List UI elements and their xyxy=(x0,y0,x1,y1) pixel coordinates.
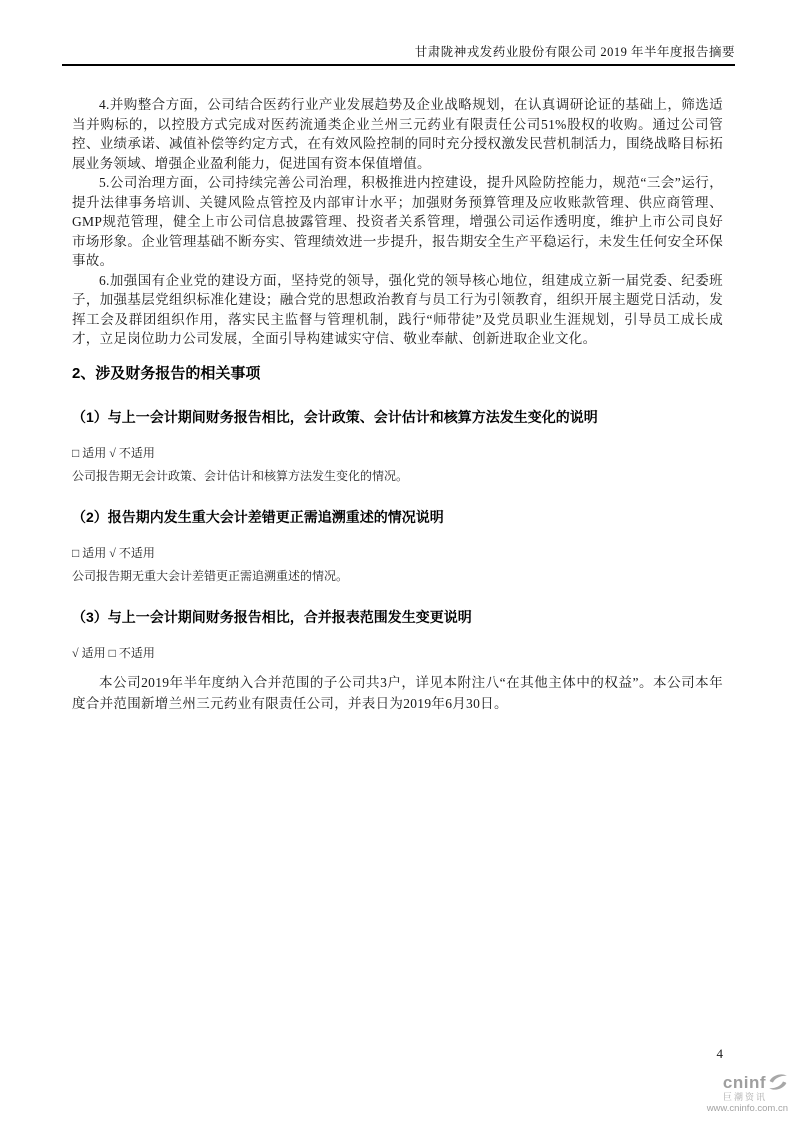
section-heading-financial-report-matters: 2、涉及财务报告的相关事项 xyxy=(72,364,261,382)
cninfo-logo-top-row xyxy=(692,1073,788,1091)
page-number: 4 xyxy=(716,1046,723,1061)
paragraph-party-building: 6.加强国有企业党的建设方面，坚持党的领导，强化党的领导核心地位，组建成立新一届党委、纪委班子，加强基层党组织标准化建设；融合党的思想政治教育与员工行为引领教育，组织开展主题党日活动，发挥工会及群团组织作用，落实民主监督与管理机制，践行“师带徒”及党员职业生涯规划，引导员工成长成才，立足岗位助力公司发展，全面引导构建诚实守信、敬业奉献、创新进取企业文化。 xyxy=(72,272,723,346)
cninfo-url-text: www.cninfo.com.cn xyxy=(706,1103,788,1114)
document-body xyxy=(72,64,723,714)
subsection-3-applicability-line: √ 适用 □ 不适用 xyxy=(72,645,155,660)
cninfo-swirl-icon xyxy=(768,1073,788,1091)
subsection-3-note: 本公司2019年半年度纳入合并范围的子公司共3户，详见本附注八“在其他主体中的权益”。本公司本年度合并范围新增兰州三元药业有限责任公司，并表日为2019年6月30日。 xyxy=(72,674,723,711)
subsection-1-note: 公司报告期无会计政策、会计估计和核算方法发生变化的情况。 xyxy=(72,468,409,483)
page-header xyxy=(62,0,735,66)
cninfo-chinese-name: 巨潮资讯 xyxy=(722,1092,767,1102)
subsection-3-heading: （3）与上一会计期间财务报告相比，合并报表范围发生变更说明 xyxy=(72,608,472,625)
cninfo-logo xyxy=(692,1073,788,1114)
subsection-2-heading: （2）报告期内发生重大会计差错更正需追溯重述的情况说明 xyxy=(72,508,444,525)
subsection-2-applicability-line: □ 适用 √ 不适用 xyxy=(72,545,155,560)
subsection-accounting-policy-change xyxy=(72,409,723,483)
running-header-title: 甘肃陇神戎发药业股份有限公司 2019 年半年度报告摘要 xyxy=(62,45,735,66)
subsection-1-applicability-line: □ 适用 √ 不适用 xyxy=(72,445,155,460)
subsection-1-heading: （1）与上一会计期间财务报告相比，会计政策、会计估计和核算方法发生变化的说明 xyxy=(72,408,598,425)
subsection-consolidation-scope-change xyxy=(72,609,723,714)
subsection-accounting-error-restatement xyxy=(72,509,723,583)
subsection-2-note: 公司报告期无重大会计差错更正需追溯重述的情况。 xyxy=(72,568,349,583)
paragraph-merger-integration: 4.并购整合方面，公司结合医药行业产业发展趋势及企业战略规划，在认真调研论证的基础上，筛选适当并购标的，以控股方式完成对医药流通类企业兰州三元药业有限责任公司51%股权的收购。通过公司管控、业绩承诺、减值补偿等约定方式，在有效风险控制的同时充分授权激发民营机制活力，围绕战略目标拓展业务领域、增强企业盈利能力，促进国有资本保值增值。 xyxy=(72,97,723,171)
cninfo-brand-text: cninf xyxy=(722,1072,766,1092)
paragraph-corporate-governance: 5.公司治理方面，公司持续完善公司治理，积极推进内控建设，提升风险防控能力，规范“三会”运行，提升法律事务培训、关键风险点管控及内部审计水平；加强财务预算管理及应收账款管理、供应商管理、GMP规范管理，健全上市公司信息披露管理、投资者关系管理，增强公司运作透明度，维护上市公司良好市场形象。企业管理基础不断夯实、管理绩效进一步提升，报告期安全生产平稳运行，未发生任何安全环保事故。 xyxy=(72,175,723,268)
